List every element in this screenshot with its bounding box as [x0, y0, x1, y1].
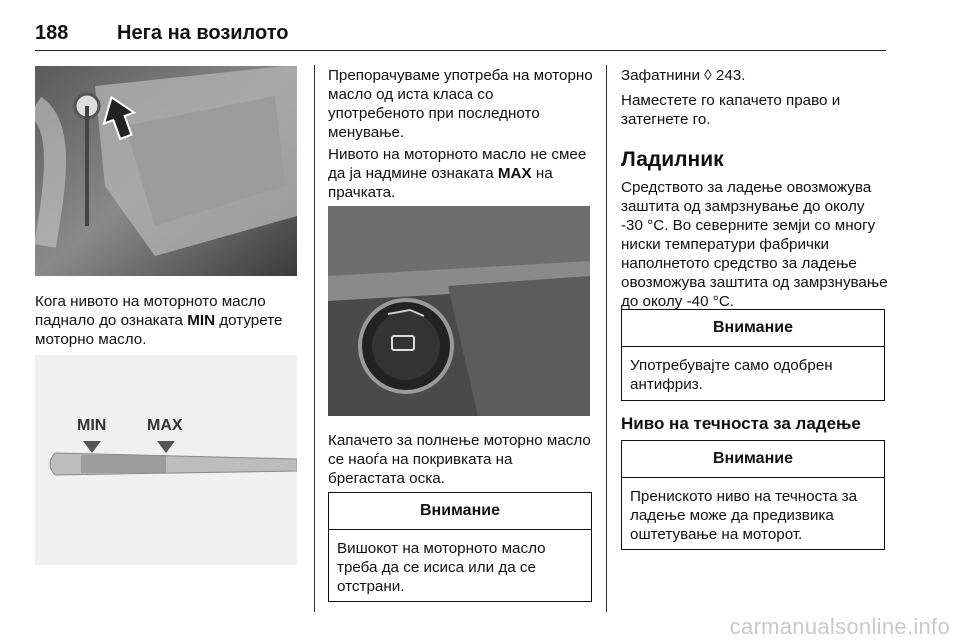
dipstick-min-label: MIN: [77, 417, 107, 434]
watermark: carmanualsonline.info: [729, 614, 950, 639]
coolant-level-heading: Ниво на течноста за ладење: [621, 414, 861, 433]
caution-text: Вишокот на моторното масло треба да се исиса или да се отстрани.: [337, 540, 546, 595]
min-mark-text: MIN: [187, 312, 216, 329]
oil-filler-cap-photo: [328, 206, 590, 416]
max-mark-text: MAX: [497, 165, 532, 182]
oil-class-paragraph: Препорачуваме употреба на моторно масло од иста класа со употребеното при последното менување.: [328, 67, 593, 141]
page-number: 188: [35, 22, 69, 44]
para-text: дотурете моторно масло.: [35, 312, 283, 348]
oil-max-paragraph: [328, 145, 593, 202]
dipstick-max-label: MAX: [147, 417, 183, 434]
caution-heading: Внимание: [622, 310, 884, 347]
filler-cap-paragraph: Капачето за полнење моторно масло се наоѓа на покривката на брегастата оска.: [328, 432, 591, 487]
coolant-level-caution-box: [621, 440, 885, 550]
column-divider: [606, 65, 607, 612]
column-divider: [314, 65, 315, 612]
caution-heading: Внимание: [329, 493, 591, 530]
para-text: Кога нивото на моторното масло паднало до ознаката: [35, 293, 266, 329]
page-header: [35, 22, 886, 51]
caution-heading: Внимание: [622, 441, 884, 478]
dipstick-illustration: [35, 355, 297, 565]
engine-dipstick-photo: [35, 66, 297, 276]
page-title: Нега на возилото: [117, 22, 289, 44]
caution-text: Прениското ниво на течноста за ладење може да предизвика оштетување на моторот.: [630, 488, 858, 543]
coolant-paragraph: Средството за ладење овозможува заштита од замрзнување до околу -30 °C. Во северните земји со многу ниски температури фабрички наполнетото средство за ладење овозможува заштита од замрзнување до околу -40 °C.: [621, 179, 888, 310]
para-text: Нивото на моторното масло не смее да ја надмине ознаката: [328, 146, 587, 182]
caution-box: [328, 492, 592, 602]
antifreeze-caution-box: [621, 309, 885, 401]
cap-install-paragraph: Наместете го капачето право и затегнете го.: [621, 92, 841, 128]
capacity-paragraph: Зафатнини ◊ 243.: [621, 67, 746, 84]
oil-min-paragraph: [35, 292, 305, 349]
coolant-heading: Ладилник: [621, 148, 724, 171]
caution-text: Употребувајте само одобрен антифриз.: [630, 357, 833, 393]
para-text: на прачката.: [328, 165, 553, 201]
